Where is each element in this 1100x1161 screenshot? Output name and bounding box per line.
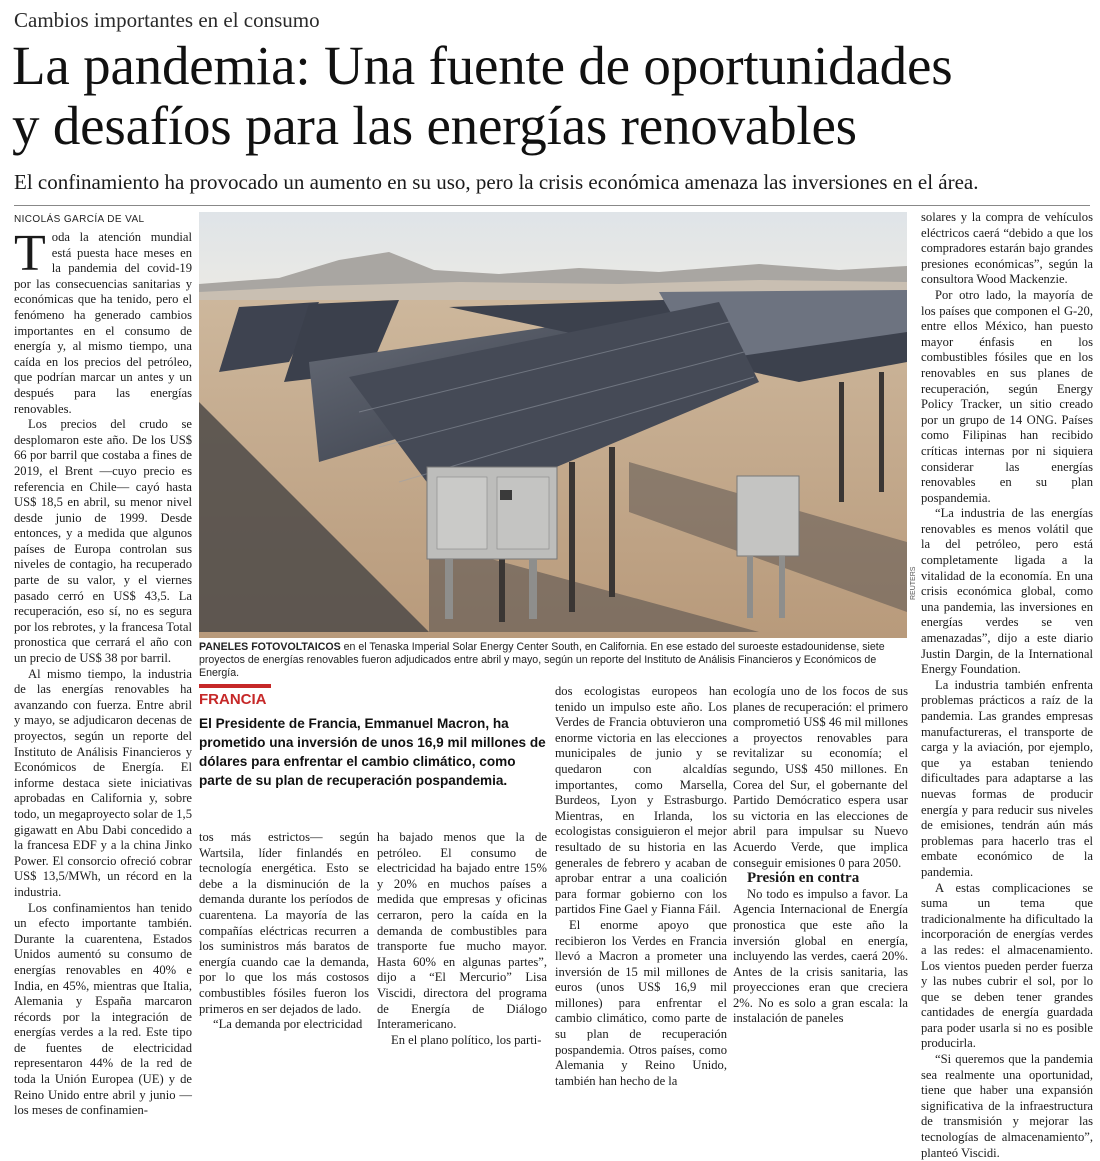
paragraph: “Si queremos que la pandemia sea realmente una oportunidad, tiene que haber una expansión significativa de la infraestructura de transmisión y mejorar las tecnologías de almacenamiento”, planteó Viscidi. — [921, 1052, 1093, 1160]
accent-bar — [199, 684, 271, 688]
paragraph: ecología uno de los focos de sus planes de recuperación: el primero comprometió US$ 46 mil millones a proyectos renovables para revitalizar su economía; el segundo, US$ 450 millones. En Corea del Sur, el gobernante del Partido Demócratico espera usar su victoria en las elecciones de abril para impulsar su Nuevo Acuerdo Verde, que implica conseguir emisiones 0 para 2050. — [733, 684, 908, 870]
article-column-4 — [555, 684, 727, 1089]
sidebar-lead: El Presidente de Francia, Emmanuel Macron, ha prometido una inversión de unos 16,9 mil millones de dólares para enfrentar el cambio climático, como parte de su plan de recuperación pospandemia. — [199, 716, 546, 788]
sidebar-box — [199, 684, 546, 790]
solar-farm-photo — [199, 212, 907, 638]
section-heading: Presión en contra — [747, 870, 860, 887]
photo-caption — [199, 641, 907, 680]
article-column-6 — [921, 210, 1093, 1161]
paragraph: El enorme apoyo que recibieron los Verdes en Francia llevó a Macron a prometer una inversión de 15 mil millones de euros (unos US$ 16,9 mil millones) para enfrentar el cambio climático, como parte de su plan de recuperación pospandemia. Otros países, como Alemania y Reino Unido, también han hecho de la — [555, 917, 727, 1088]
paragraph: solares y la compra de vehículos eléctricos caerá “debido a que los compradores estarán bajo grandes presiones económicas”, según la consultora Wood Mackenzie. — [921, 210, 1093, 287]
article-column-2 — [199, 830, 369, 1033]
drop-cap: T — [14, 225, 46, 282]
byline: NICOLÁS GARCÍA DE VAL — [14, 214, 145, 225]
paragraph: “La industria de las energías renovables es menos volátil que la del petróleo, pero está completamente ligada a la vitalidad de la economía. En una crisis económica global, como una pandemia, las inversiones en energías verdes se ven amenazadas”, dijo a este diario Justin Dargin, de la International Energy Foundation. — [921, 506, 1093, 677]
caption-text: en el Tenaska Imperial Solar Energy Center South, en California. En ese estado del suroeste estadounidense, siete proyectos de energías renovables fueron adjudicados entre abril y mayo, según un reporte del Instituto de Análisis Financieros y Económicos de Energía. — [199, 641, 885, 679]
article-column-5 — [733, 684, 908, 1027]
article-column-3 — [377, 830, 547, 1048]
paragraph: Los confinamientos han tenido un efecto importante también. Durante la cuarentena, Estados Unidos aumentó su consumo de energías renovables en 40% e India, en 45%, mientras que Italia, Alemania y España marcaron récords por la integración de energías verdes a la red. Este tipo de fuentes de electricidad representaron 44% de la red de toda la Unión Europea (UE) y de Reino Unido entre abril y junio —los meses de confinamien- — [14, 900, 192, 1118]
paragraph: dos ecologistas europeos han tenido un impulso este año. Los Verdes de Francia obtuvieron una enorme victoria en las elecciones municipales de junio y se quedaron con alcaldías importantes, como Marsella, Burdeos, Lyon y Estrasburgo. Mientras, en Irlanda, los ecologistas consiguieron el mejor resultado de su historia en las generales de febrero y acaban de aprobar entrar a una coalición para formar gobierno con los partidos Fine Gael y Fianna Fáil. — [555, 684, 727, 917]
paragraph: Los precios del crudo se desplomaron este año. De los US$ 66 por barril que costaba a fines de 2019, el Brent —cuyo precio es referencia en Chile— cayó hasta US$ 18,5 en abril, su menor nivel desde junio de 1999. Desde entonces, y a medida que algunos países de Europa controlan sus niveles de contagio, ha recuperado parte de su valor, y el viernes pasado cerró en US$ 43,5. La recuperación, eso sí, no es segura por los rebrotes, y la francesa Total pronostica que cerrará el año con un precio de US$ 38 por barril. — [14, 417, 192, 666]
paragraph: A estas complicaciones se suma un tema que tradicionalmente ha dificultado la incorporación de energías verdes a las redes: el almacenamiento. Los vientos pueden perder fuerza y las nubes cubrir el sol, por lo que se deben tener grandes cantidades de energía guardada para poder usarla si no es posible producirla. — [921, 880, 1093, 1051]
paragraph: tos más estrictos— según Wartsila, líder finlandés en tecnología energética. Esto se debe a la disminución de la demanda durante los períodos de cuarentena. La mayoría de las compañías eléctricas recurren a los suministros más baratos de energía cuando cae la demanda, por lo que los más costosos combustibles fósiles fueron los primeros en ser dejados de lado. — [199, 830, 369, 1016]
subheadline: El confinamiento ha provocado un aumento en su uso, pero la crisis económica amenaza las inversiones en el área. — [14, 170, 979, 194]
article-column-1 — [14, 225, 192, 1119]
headline — [12, 36, 1092, 156]
paragraph: ha bajado menos que la de petróleo. El consumo de electricidad ha bajado entre 15% y 20% en muchos países a medida que empresas y oficinas cerraron, pero la caída en la demanda de combustibles para transporte fue mucho mayor. Hasta 60% en algunas partes”, dijo a “El Mercurio” Lisa Viscidi, directora del programa de Energía de Diálogo Interamericano. — [377, 830, 547, 1032]
headline-line-1: La pandemia: Una fuente de oportunidades — [12, 35, 953, 96]
solar-panels-image — [199, 212, 907, 638]
paragraph: Al mismo tiempo, la industria de las energías renovables ha avanzando con fuerza. Entre abril y mayo, se adjudicaron decenas de proyectos, según un reporte del Instituto de Análisis Financieros y Económicos de Energía. El informe destaca siete iniciativas aprobadas en California y, sobre todo, un megaproyecto solar de 1,5 gigawatt en Abu Dabi concedido a la francesa EDF y a la china Jinko Power. El consorcio ofreció cobrar US$ 13,5/MWh, un récord en la industria. — [14, 666, 192, 899]
photo-credit: REUTERS — [910, 566, 917, 600]
paragraph: Por otro lado, la mayoría de los países que componen el G-20, entre ellos México, han puesto mayor énfasis en los combustibles fósiles que en los renovables en sus planes de recuperación, según Energy Policy Tracker, un sitio creado por un grupo de 14 ONG. Países como Filipinas han recibido críticas internas por ni siquiera considerar las energías renovables en su plan pospandemia. — [921, 287, 1093, 505]
sidebar-tag: FRANCIA — [199, 691, 267, 708]
paragraph: En el plano político, los parti- — [391, 1032, 542, 1047]
headline-line-2: y desafíos para las energías renovables — [12, 95, 857, 156]
paragraph: Toda la atención mundial está puesta hace meses en la pandemia del covid-19 por las consecuencias sanitarias y económicas que ha tenido, pero el fenómeno ha generado cambios importantes en el consumo de energía y, al mismo tiempo, una caída en los precios del petróleo, que podrían marcar un antes y un después para las energías renovables. — [14, 225, 192, 416]
kicker: Cambios importantes en el consumo — [14, 8, 320, 32]
caption-label: PANELES FOTOVOLTAICOS — [199, 641, 341, 653]
paragraph: “La demanda por electricidad — [213, 1017, 363, 1032]
header-divider — [14, 205, 1090, 206]
paragraph: La industria también enfrenta problemas prácticos a raíz de la pandemia. Las grandes empresas manufactureras, el transporte de carga y la aviación, por ejemplo, que ya estaban teniendo dificultades para adaptarse a las nuevas formas de producir energía y para reducir sus niveles de emisiones, tendrán aún más problemas para hacerlo tras el embate económico de la pandemia. — [921, 677, 1093, 879]
paragraph: No todo es impulso a favor. La Agencia Internacional de Energía pronostica que este año la inversión global en energía, incluyendo las verdes, caerá 20%. Antes de la crisis sanitaria, las proyecciones eran que creciera 2%. No es solo a gran escala: la instalación de paneles — [733, 886, 908, 1026]
